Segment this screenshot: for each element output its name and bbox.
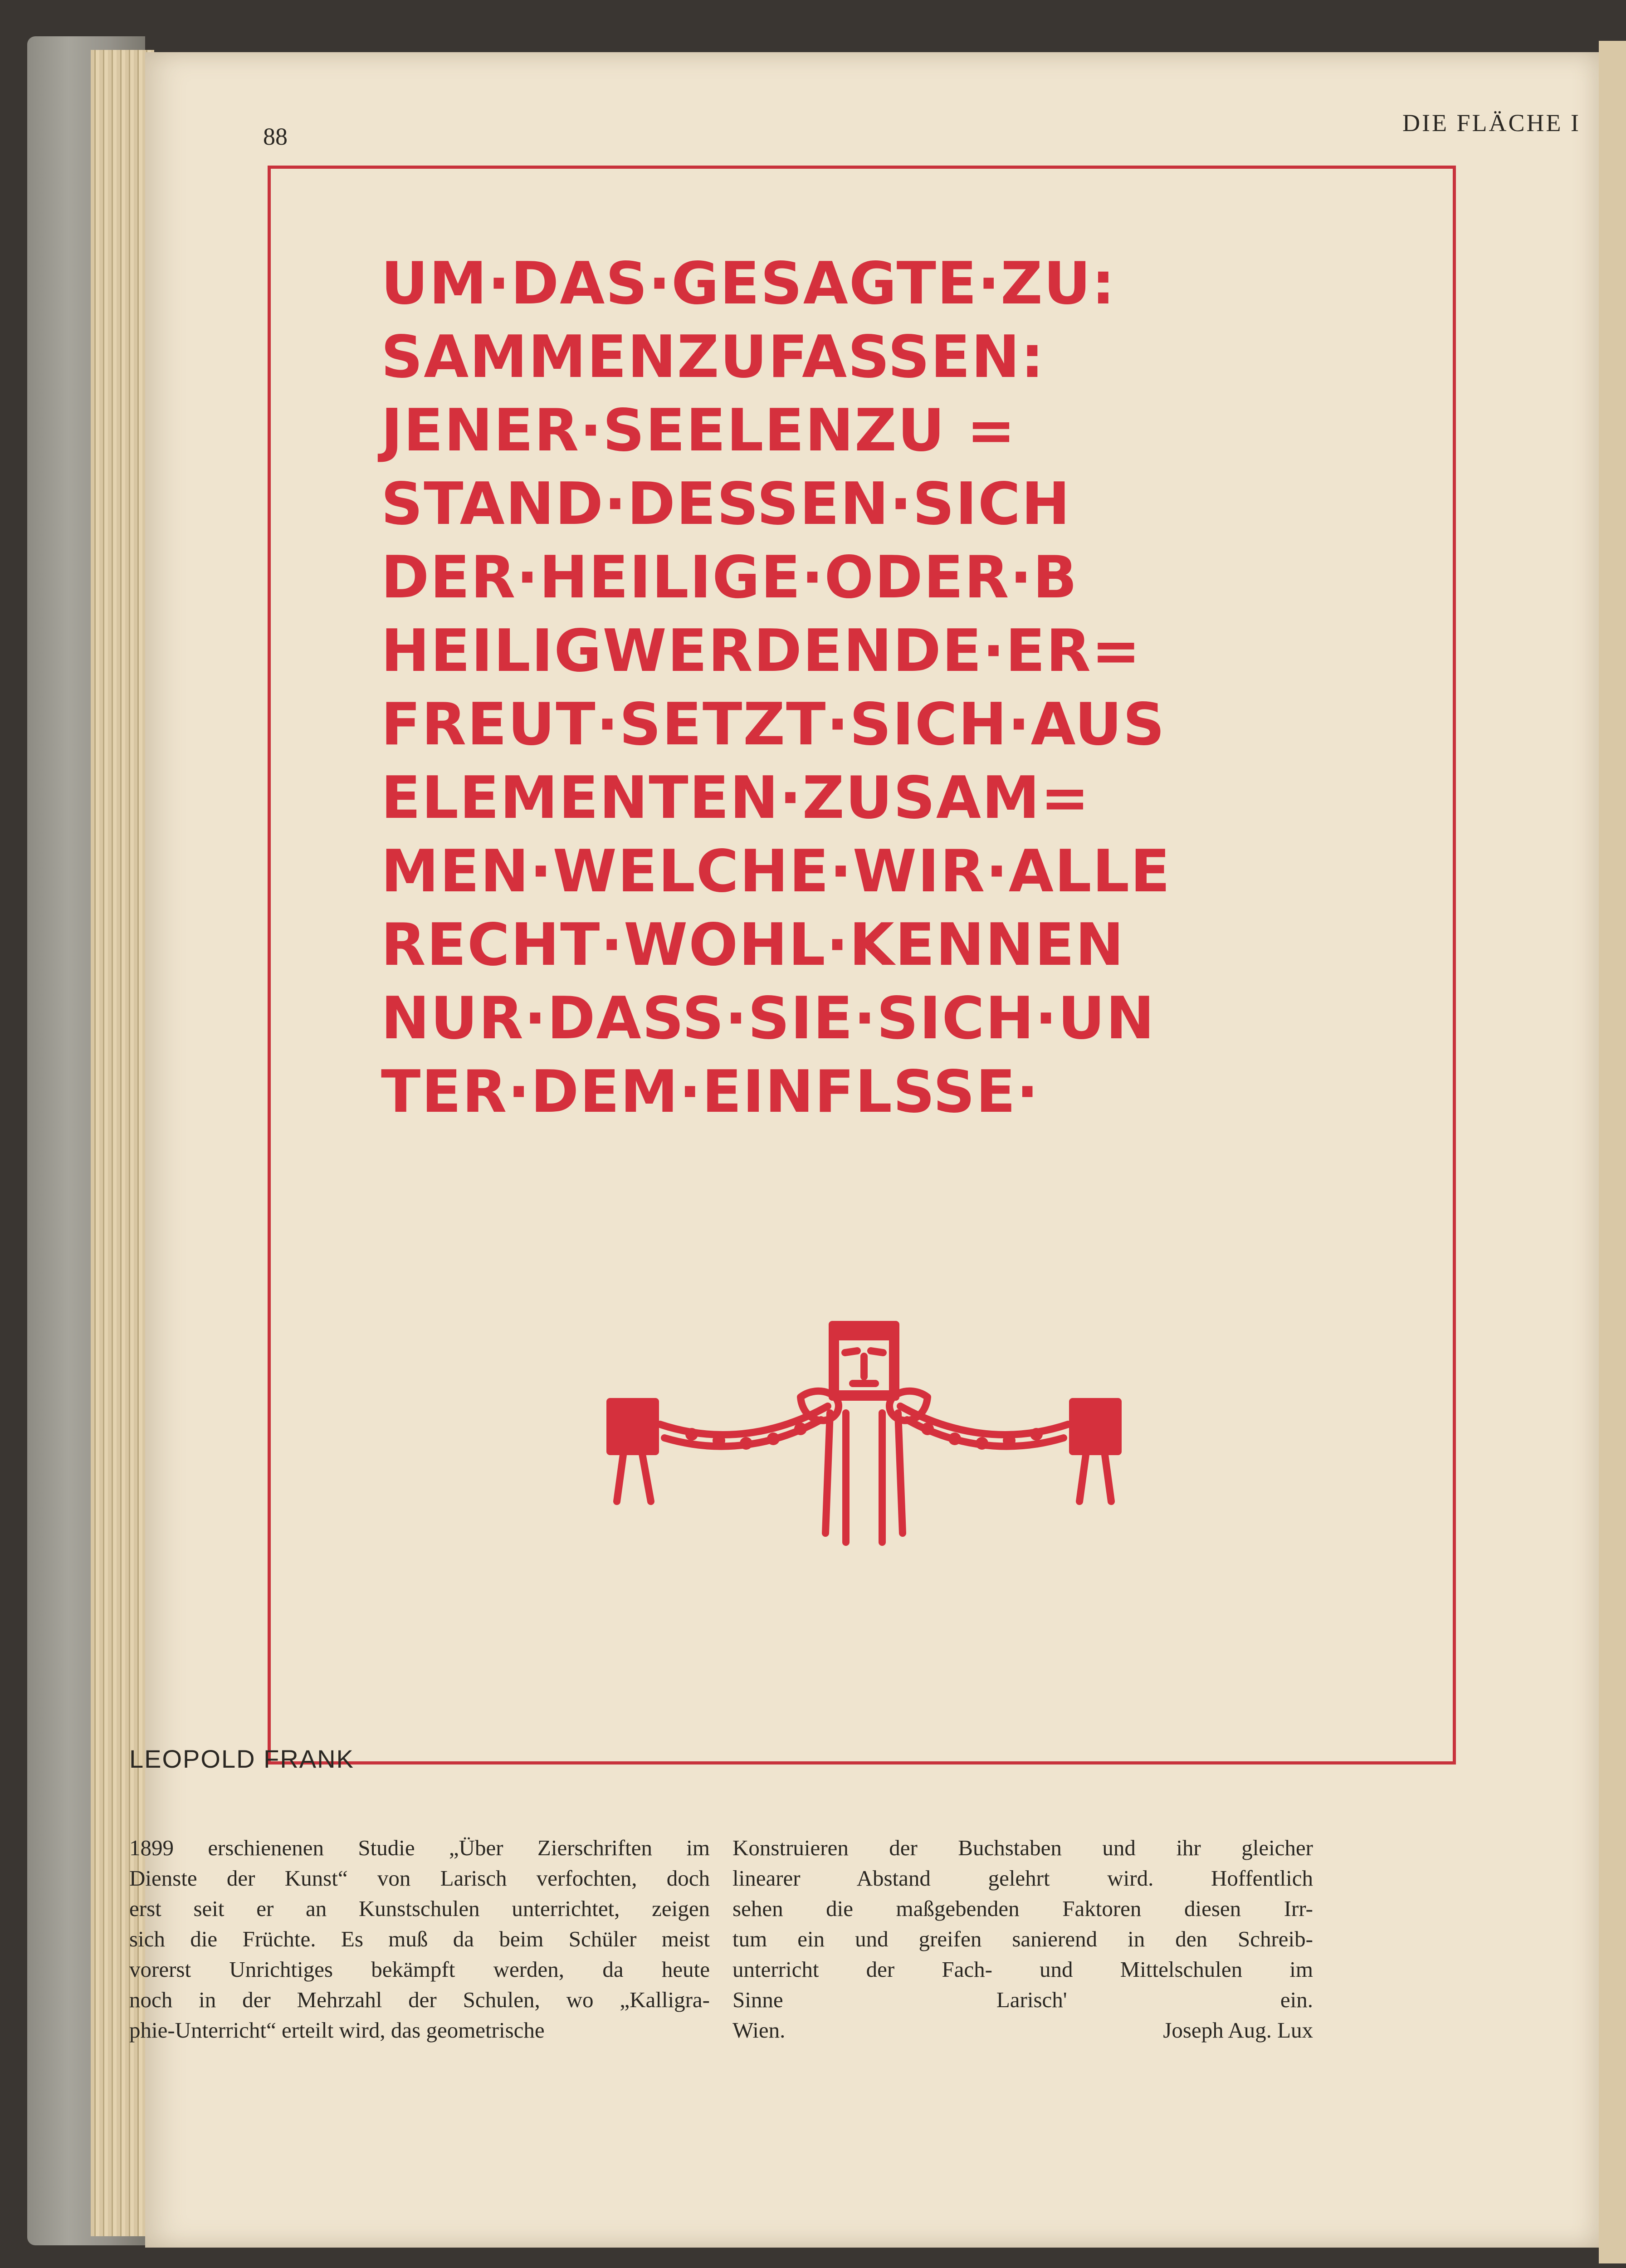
lettering-line: UM·DAS·GESAGTE·ZU: (381, 250, 1116, 318)
lettering-line: DER·HEILIGE·ODER·B (381, 544, 1078, 611)
lettering-line: JENER·SEELENZU = (381, 397, 1016, 464)
text-line: 1899 erschienenen Studie „Über Zierschriften im (129, 1835, 710, 1860)
facing-page-edge (1599, 41, 1626, 2263)
text-line: Konstruieren der Buchstaben und ihr gleicher (732, 1835, 1313, 1860)
text-line: sehen die maßgebenden Faktoren diesen Irr- (732, 1896, 1313, 1921)
lettering-line: RECHT·WOHL·KENNEN (381, 911, 1125, 979)
text-line: phie-Unterricht“ erteilt wird, das geometrische (129, 2018, 545, 2043)
lettering-line: TER·DEM·EINFLSSE· (381, 1058, 1040, 1126)
text-line: unterricht der Fach- und Mittelschulen im (732, 1957, 1313, 1982)
text-line: vorerst Unrichtiges bekämpft werden, da heute (129, 1957, 710, 1982)
text-line: sich die Früchte. Es muß da beim Schüler meist (129, 1926, 710, 1951)
lettering-line: ELEMENTEN·ZUSAM= (381, 764, 1090, 832)
text-line: Dienste der Kunst“ von Larisch verfochten, doch (129, 1866, 710, 1891)
body-column-left (129, 1833, 710, 2045)
lettering-line: MEN·WELCHE·WIR·ALLE (381, 838, 1171, 905)
text-line: tum ein und greifen sanierend in den Schreib- (732, 1926, 1313, 1951)
lettering-line: FREUT·SETZT·SICH·AUS (381, 691, 1166, 758)
signoff (732, 2015, 1313, 2045)
lettering-line: NUR·DASS·SIE·SICH·UN (381, 985, 1156, 1052)
text-line: erst seit er an Kunstschulen unterrichtet, zeigen (129, 1896, 710, 1921)
hand-lettered-text (381, 247, 1343, 1129)
place-of-writing: Wien. (732, 2018, 786, 2043)
text-line: noch in der Mehrzahl der Schulen, wo „Kalligra- (129, 1987, 710, 2012)
body-column-right (732, 1833, 1313, 2045)
author-name: LEOPOLD FRANK (129, 1745, 354, 1773)
text-line: Sinne Larisch' ein. (732, 1987, 1313, 2012)
signature: Joseph Aug. Lux (1163, 2018, 1313, 2043)
garland-mask-ornament-icon (574, 1315, 1143, 1565)
page-number: 88 (263, 123, 288, 150)
lettering-line: HEILIGWERDENDE·ER= (381, 617, 1141, 685)
lettering-line: STAND·DESSEN·SICH (381, 470, 1071, 538)
text-line: linearer Abstand gelehrt wird. Hoffentlich (732, 1866, 1313, 1891)
lettering-line: SAMMENZUFASSEN: (381, 323, 1045, 391)
running-head: DIE FLÄCHE I (1402, 109, 1581, 137)
